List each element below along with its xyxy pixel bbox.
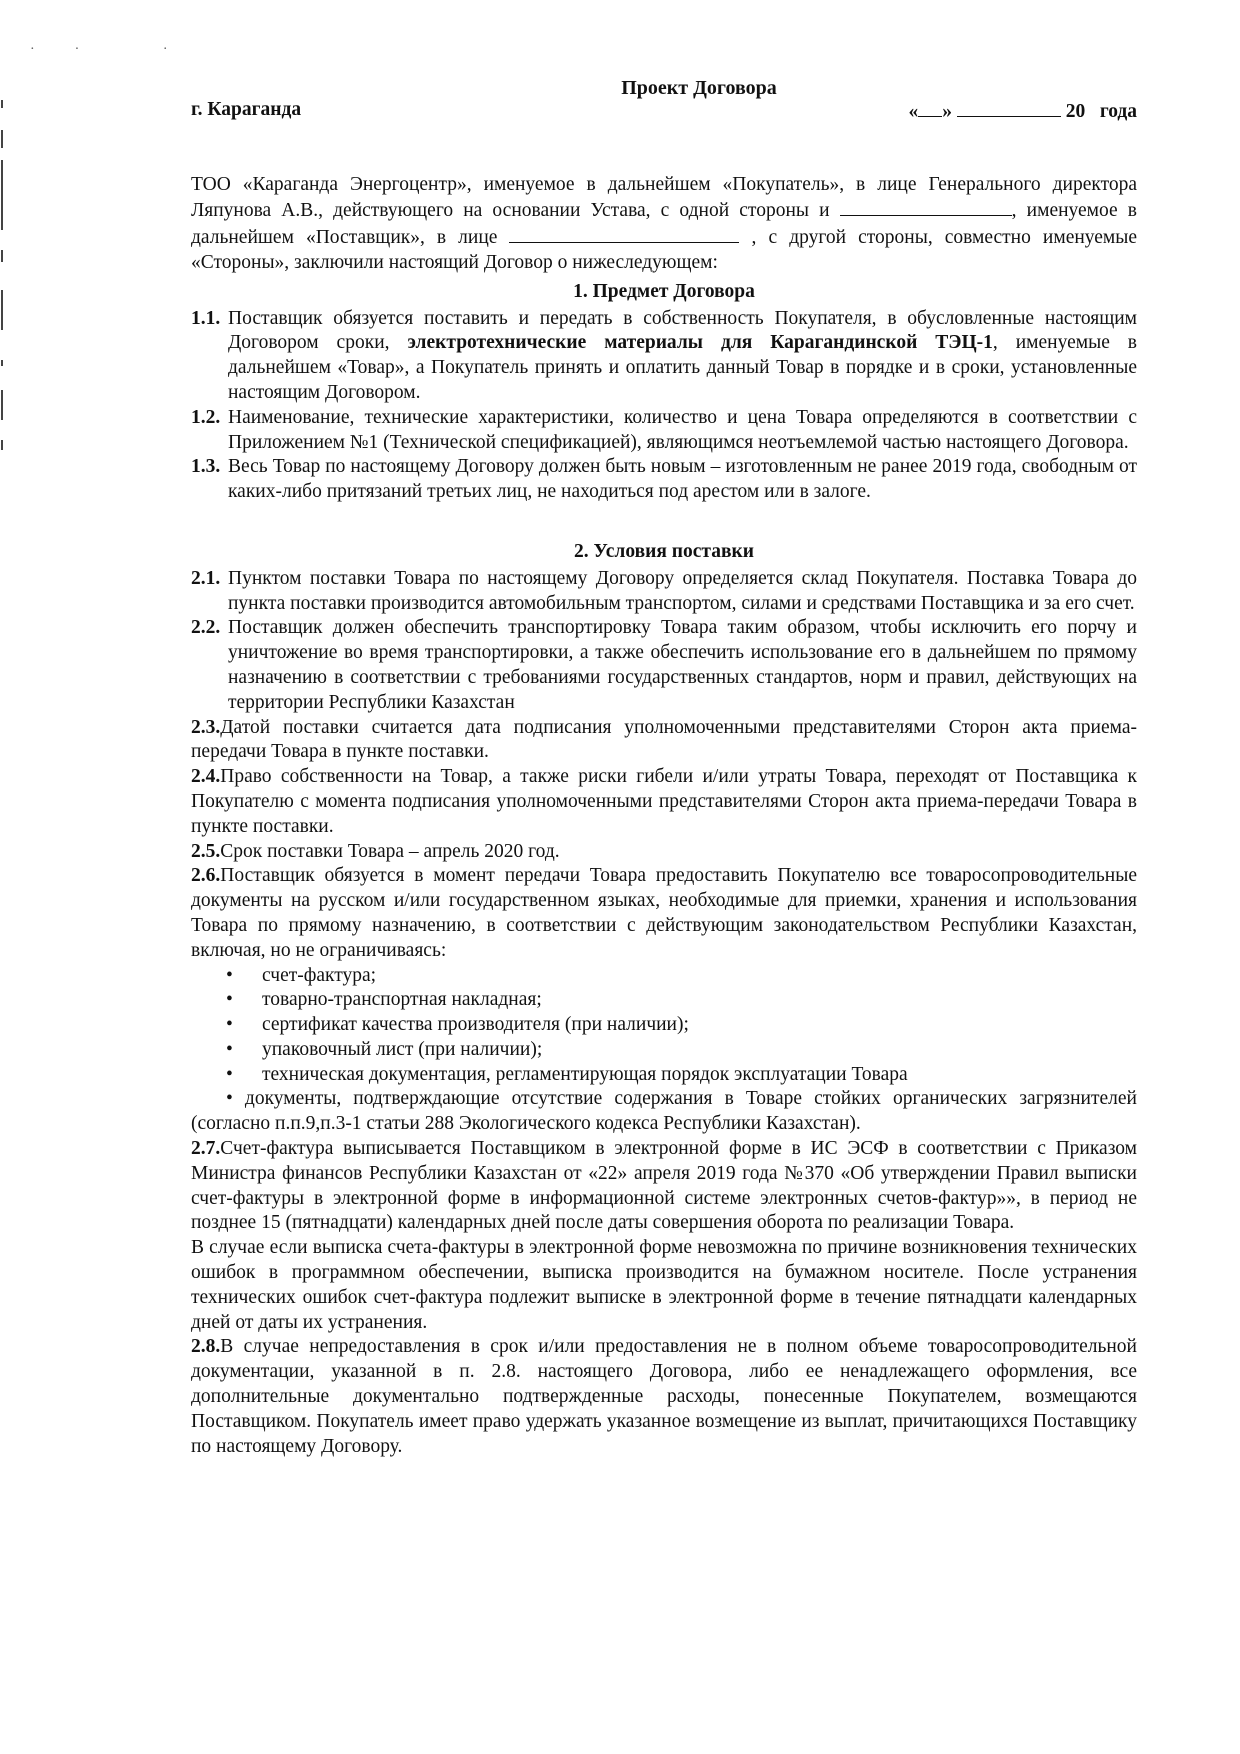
list-item: • счет-фактура; (226, 964, 1137, 989)
documents-list (191, 964, 1137, 1088)
scan-margin-marks (0, 100, 10, 500)
clause-2-3: 2.3.Датой поставки считается дата подписания уполномоченными представителями Сторон акта приема-передачи Товара в пункте поставки. (191, 716, 1137, 763)
section-2-title: 2. Условия поставки (574, 540, 754, 562)
clause-1-1: 1.1. Поставщик обязуется поставить и передать в собственность Покупателя, в обусловленные настоящим Договором сроки, электротехнические материалы для Карагандинской ТЭЦ-1, именуемые в дальнейшем «Товар», а Покупатель принять и оплатить данный Товар в порядке и в сроки, установленные настоящим Договором. (191, 307, 1138, 403)
city: г. Караганда (191, 98, 302, 120)
clause-2-8: 2.8.В случае непредоставления в срок и/или предоставления не в полном объеме товаросопроводительной документации, указанной в п. 2.8. настоящего Договора, либо ее ненадлежащего оформления, все дополнительные документально подтвержденные расходы, понесенные Покупателем, возмещаются Поставщиком. Покупатель имеет право удержать указанное возмещение из выплат, причитающихся Поставщику по настоящему Договору. (191, 1336, 1137, 1457)
intro-paragraph: ТОО «Караганда Энергоцентр», именуемое в дальнейшем «Покупатель», в лице Генерального директора Ляпунова А.В., действующего на основании Устава, с одной стороны и , именуемое в дальнейшем «Поставщик», в лице , с другой стороны, совместно именуемые «Стороны», заключили настоящий Договор о нижеследующем: (191, 173, 1138, 273)
clause-1-2: 1.2. Наименование, технические характеристики, количество и цена Товара определяются в соответствии с Приложением №1 (Технической спецификацией), являющимся неотъемлемой частью настоящего Договора. (191, 406, 1137, 453)
list-item: • техническая документация, регламентирующая порядок эксплуатации Товара (226, 1063, 1137, 1088)
clause-2-7: 2.7.Счет-фактура выписывается Поставщиком в электронной форме в ИС ЭСФ в соответствии с Приказом Министра финансов Республики Казахстан от «22» апреля 2019 года №370 «Об утверждении Правил выписки счет-фактуры в электронной форме в информационной системе электронных счетов-фактур»», в период не позднее 15 (пятнадцати) календарных дней после даты совершения оборота по реализации Товара. (191, 1138, 1137, 1234)
clause-2-7-continued: В случае если выписка счета-фактуры в электронной форме невозможна по причине возникновения технических ошибок в программном обеспечении, выписка производится на бумажном носителе. После устранения технических ошибок счет-фактура подлежит выписке в электронной форме в течение пятнадцати календарных дней от даты их устранения. (191, 1237, 1137, 1333)
clause-2-1: 2.1. Пунктом поставки Товара по настоящему Договору определяется склад Покупателя. Поставка Товара до пункта поставки производится автомобильным транспортом, силами и средствами Поставщика и за его счет. (191, 567, 1137, 614)
document-body (191, 76, 1137, 1459)
section-1-title: 1. Предмет Договора (573, 280, 755, 302)
header-line (191, 98, 1137, 125)
list-item-pollutants: • документы, подтверждающие отсутствие содержания в Товаре стойких органических загрязнителей (согласно п.п.9,п.3-1 статьи 288 Экологического кодекса Республики Казахстан). (191, 1088, 1137, 1135)
clause-2-5: 2.5.Срок поставки Товара – апрель 2020 год. (191, 840, 560, 862)
clause-2-2: 2.2. Поставщик должен обеспечить транспортировку Товара таким образом, чтобы исключить его порчу и уничтожение во время транспортировки, а также обеспечить использование его в дальнейшем по прямому назначению в соответствии с требованиями государственных стандартов, норм и правил, действующих на территории Республики Казахстан (191, 617, 1137, 713)
list-item: • упаковочный лист (при наличии); (226, 1038, 1137, 1063)
date-field: « » 20 года (908, 98, 1137, 125)
scan-dots: ·· · (30, 42, 208, 57)
clause-2-4: 2.4.Право собственности на Товар, а также риски гибели и/или утраты Товара, переходят от Поставщика к Покупателю с момента подписания уполномоченными представителями Сторон акта приема-передачи Товара в пункте поставки. (191, 766, 1137, 837)
list-item: • сертификат качества производителя (при наличии); (226, 1013, 1137, 1038)
clause-2-6: 2.6.Поставщик обязуется в момент передачи Товара предоставить Покупателю все товаросопроводительные документы на русском и/или государственном языках, необходимые для приемки, хранения и использования Товара по прямому назначению, в соответствии с действующим законодательством Республики Казахстан, включая, но не ограничиваясь: (191, 865, 1137, 961)
list-item: • товарно-транспортная накладная; (226, 988, 1137, 1013)
document-title: Проект Договора (621, 77, 777, 99)
clause-1-3: 1.3. Весь Товар по настоящему Договору должен быть новым – изготовленным не ранее 2019 года, свободным от каких-либо притязаний третьих лиц, не находиться под арестом или в залоге. (191, 456, 1137, 503)
